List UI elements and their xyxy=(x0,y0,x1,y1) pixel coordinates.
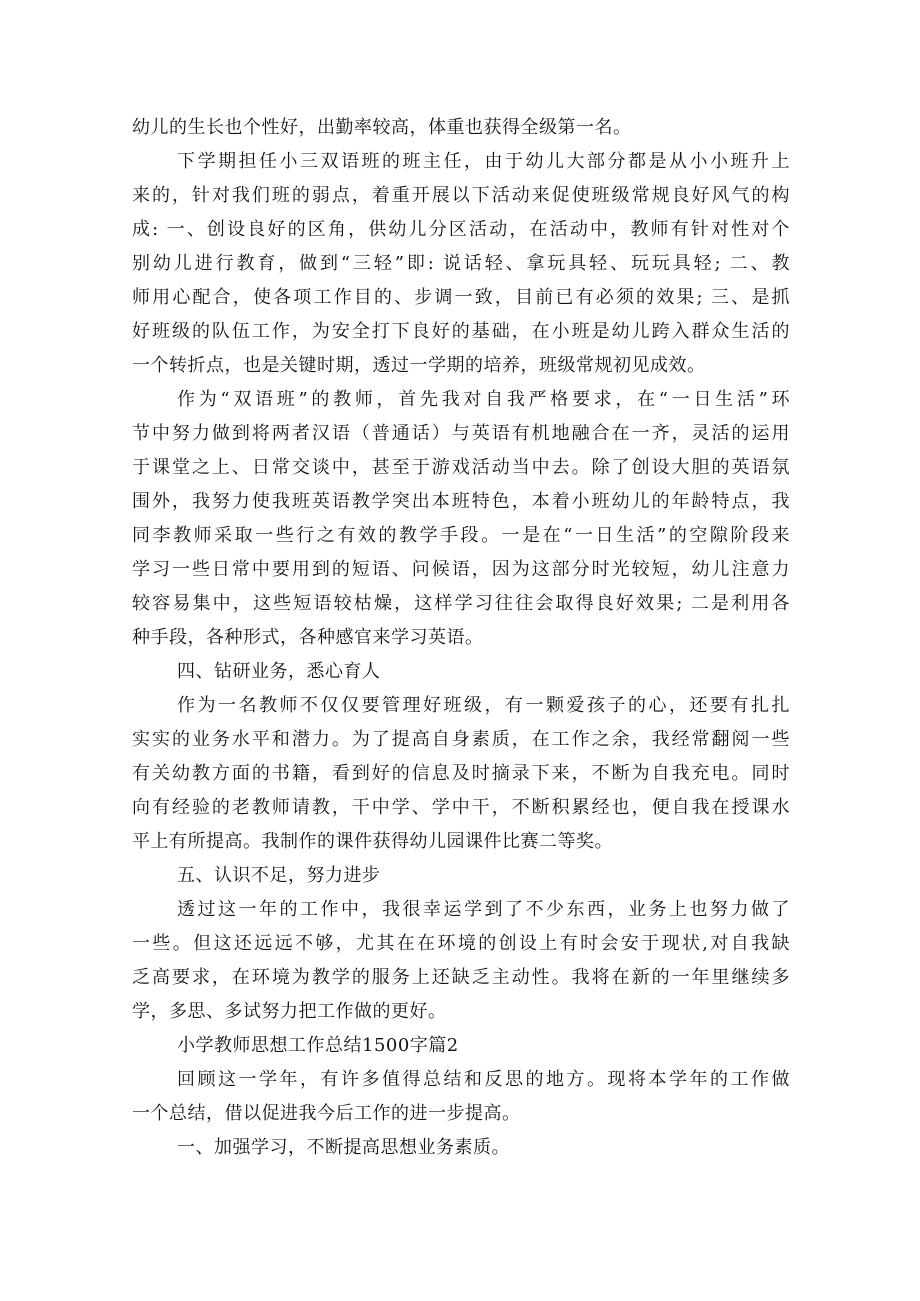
document-line: 种手段，各种形式，各种感官来学习英语。 xyxy=(132,627,484,648)
document-line: 四、钻研业务，悉心育人 xyxy=(177,661,381,682)
document-line: 来的，针对我们班的弱点，着重开展以下活动来促使班级常规良好风气的构 xyxy=(132,185,790,206)
document-line: 回顾这一学年，有许多值得总结和反思的地方。现将本学年的工作做 xyxy=(177,1069,790,1090)
text-block xyxy=(132,111,790,1165)
document-line: 一个转折点，也是关键时期，透过一学期的培养，班级常规初见成效。 xyxy=(132,355,706,376)
document-line: 较容易集中，这些短语较枯燥，这样学习往往会取得良好效果; 二是利用各 xyxy=(132,593,790,614)
document-line: 作为一名教师不仅仅要管理好班级，有一颗爱孩子的心，还要有扎扎 xyxy=(177,695,790,716)
document-line: 乏高要求，在环境为教学的服务上还缺乏主动性。我将在新的一年里继续多 xyxy=(132,967,790,988)
document-line: 小学教师思想工作总结1500字篇2 xyxy=(177,1035,459,1056)
document-line: 一、加强学习，不断提高思想业务素质。 xyxy=(177,1137,510,1158)
document-line: 向有经验的老教师请教，干中学、学中干，不断积累经也，便自我在授课水 xyxy=(132,797,790,818)
document-line: 一些。但这还远远不够，尤其在在环境的创设上有时会安于现状,对自我缺 xyxy=(132,933,790,954)
document-line: 别幼儿进行教育，做到“三轻”即: 说话轻、拿玩具轻、玩玩具轻; 二、教 xyxy=(132,253,790,274)
document-line: 节中努力做到将两者汉语（普通话）与英语有机地融合在一齐，灵活的运用 xyxy=(132,423,790,444)
document-line: 围外，我努力使我班英语教学突出本班特色，本着小班幼儿的年龄特点，我 xyxy=(132,491,790,512)
document-line: 实实的业务水平和潜力。为了提高自身素质，在工作之余，我经常翻阅一些 xyxy=(132,729,790,750)
document-line: 同李教师采取一些行之有效的教学手段。一是在“一日生活”的空隙阶段来 xyxy=(132,525,790,546)
document-line: 有关幼教方面的书籍，看到好的信息及时摘录下来，不断为自我充电。同时 xyxy=(132,763,790,784)
document-line: 幼儿的生长也个性好，出勤率较高，体重也获得全级第一名。 xyxy=(132,117,632,138)
document-line: 成: 一、创设良好的区角，供幼儿分区活动，在活动中，教师有针对性对个 xyxy=(132,219,790,240)
document-line: 师用心配合，使各项工作目的、步调一致，目前已有必须的效果; 三、是抓 xyxy=(132,287,790,308)
document-line: 于课堂之上、日常交谈中，甚至于游戏活动当中去。除了创设大胆的英语氛 xyxy=(132,457,790,478)
document-line: 作为“双语班”的教师，首先我对自我严格要求，在“一日生活”环 xyxy=(177,389,790,410)
document-line: 一个总结，借以促进我今后工作的进一步提高。 xyxy=(132,1103,521,1124)
document-line: 平上有所提高。我制作的课件获得幼儿园课件比赛二等奖。 xyxy=(132,831,613,852)
document-line: 学，多思、多试努力把工作做的更好。 xyxy=(132,1001,447,1022)
document-line: 下学期担任小三双语班的班主任，由于幼儿大部分都是从小小班升上 xyxy=(177,151,790,172)
document-line: 透过这一年的工作中，我很幸运学到了不少东西，业务上也努力做了 xyxy=(177,899,790,920)
document-line: 学习一些日常中要用到的短语、问候语，因为这部分时光较短，幼儿注意力 xyxy=(132,559,790,580)
document-line: 五、认识不足，努力进步 xyxy=(177,865,381,886)
document-line: 好班级的队伍工作，为安全打下良好的基础，在小班是幼儿跨入群众生活的 xyxy=(132,321,790,342)
